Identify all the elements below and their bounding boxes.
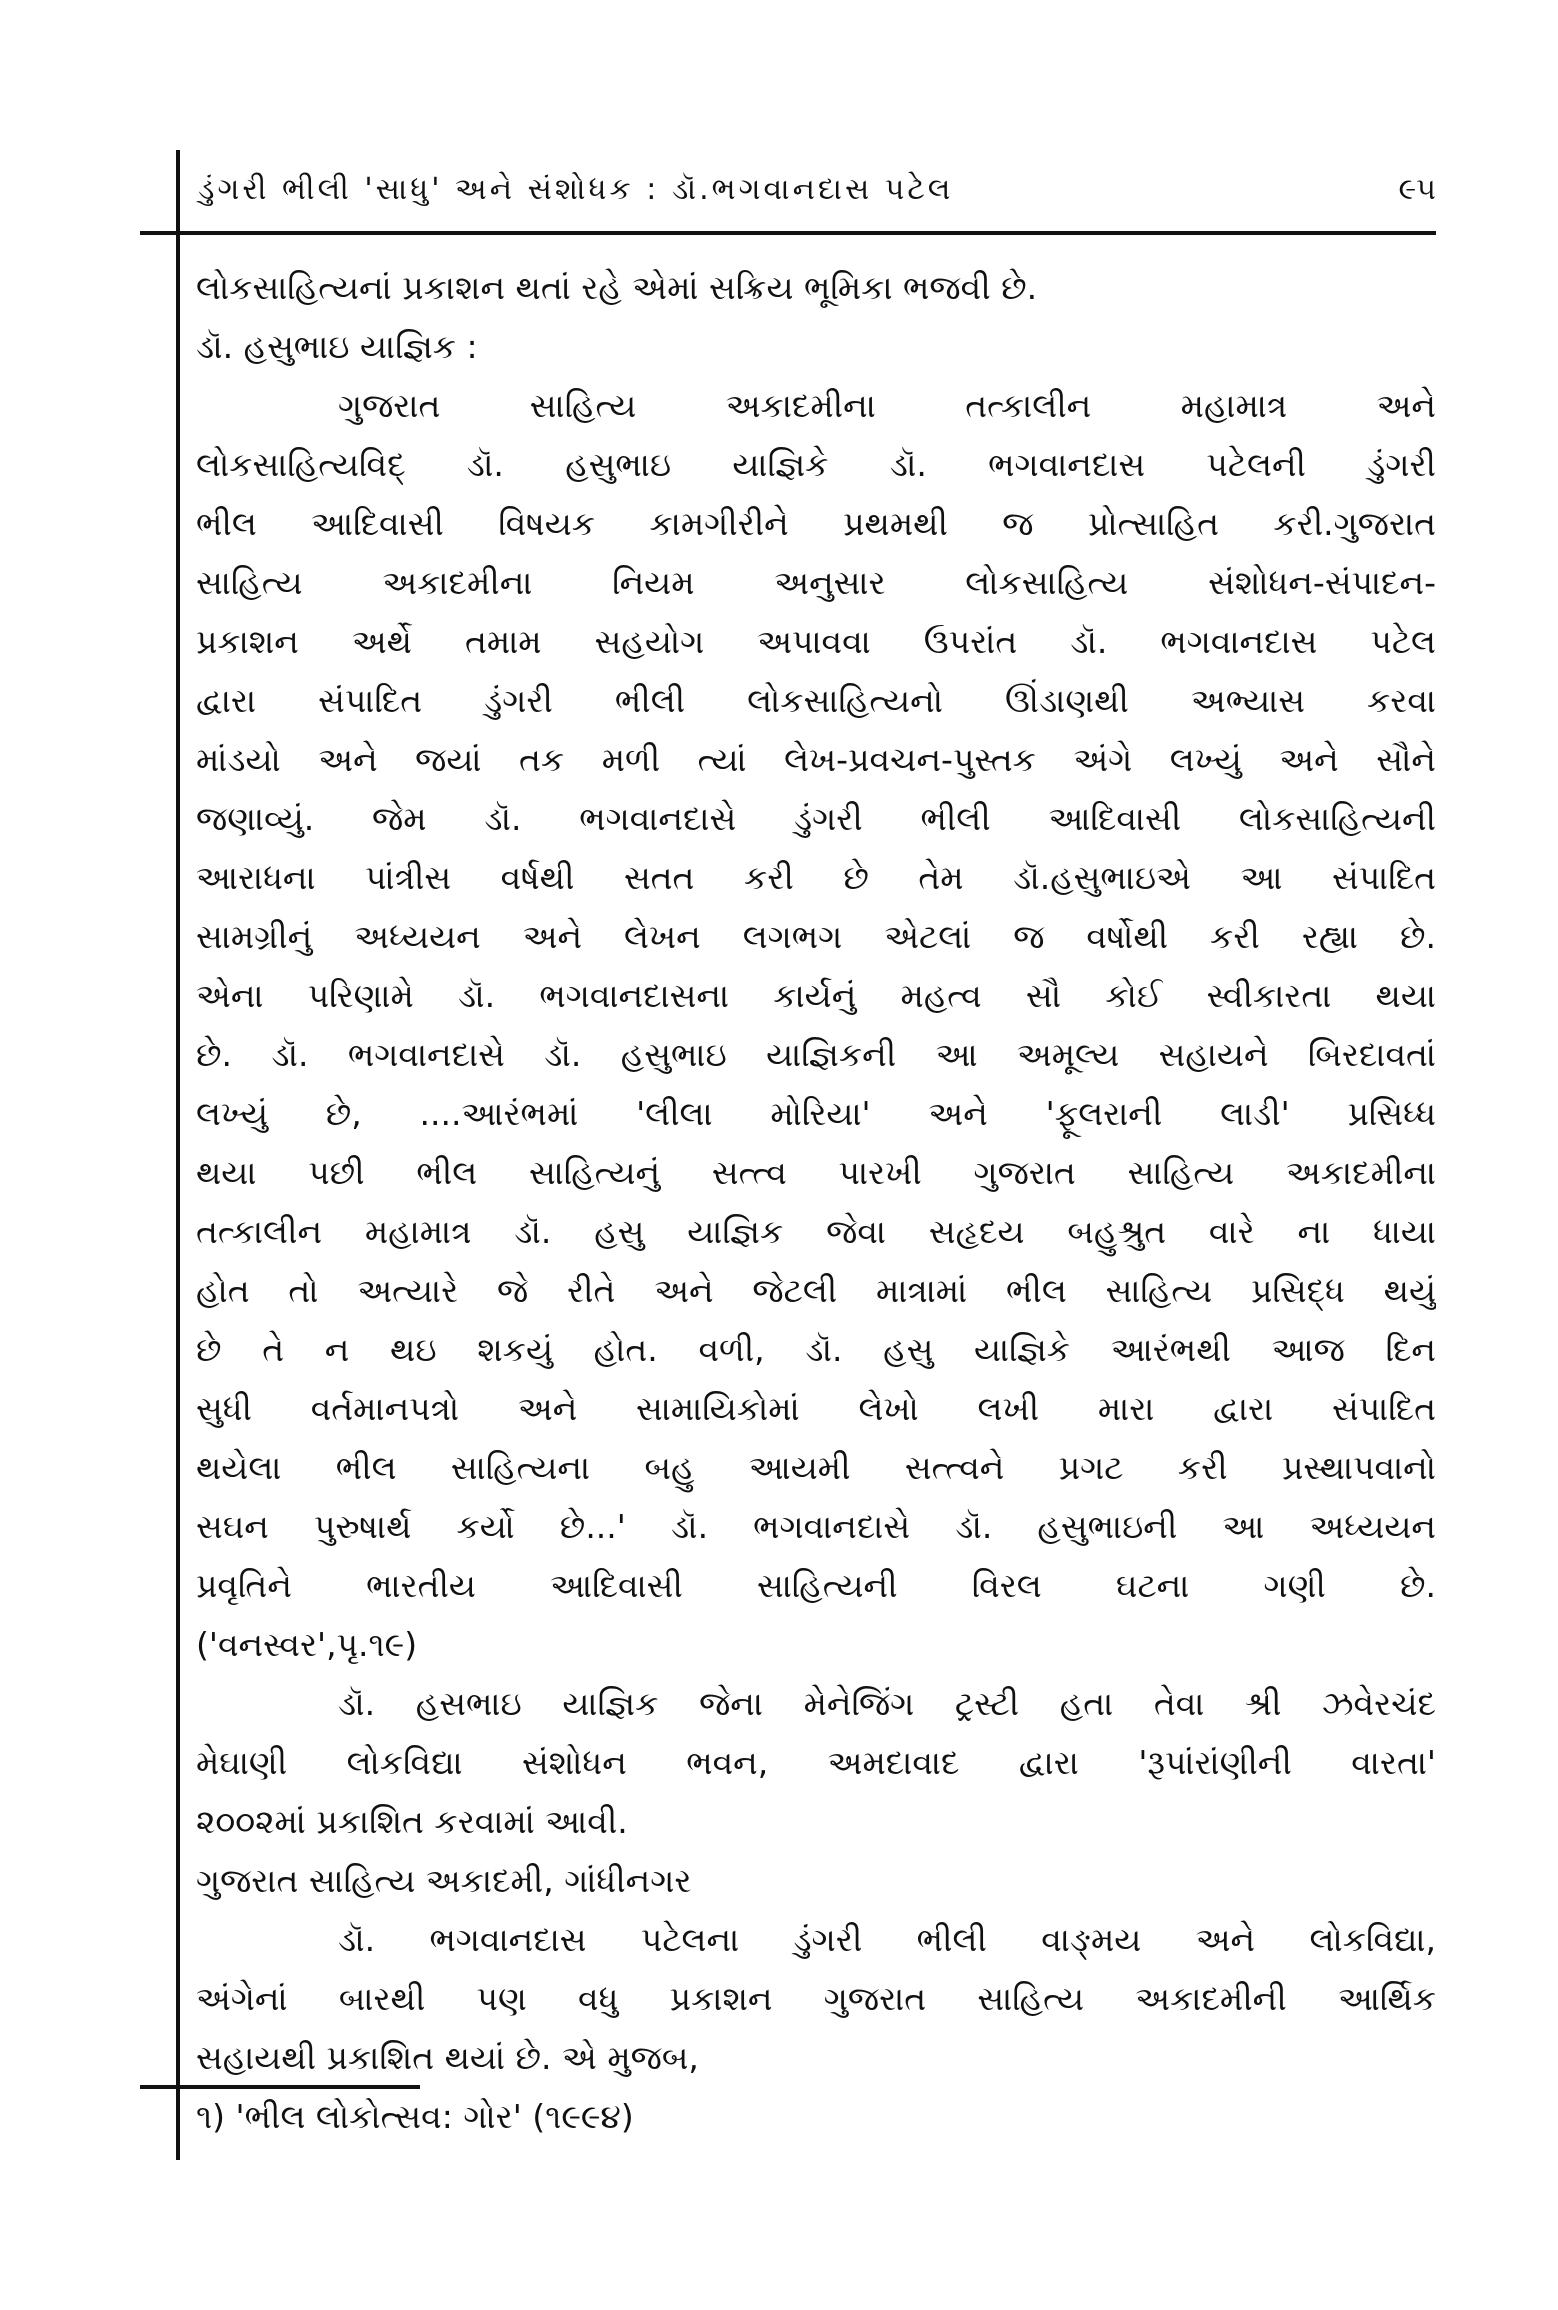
text-line: આરાધના પાંત્રીસ વર્ષથી સતત કરી છે તેમ ડૉ.હસુભાઇએ આ સંપાદિત xyxy=(196,858,1436,897)
text-line: ભીલ આદિવાસી વિષયક કામગીરીને પ્રથમથી જ પ્રોત્સાહિત કરી.ગુજરાત xyxy=(196,504,1436,543)
text-line: સઘન પુરુષાર્થ કર્યો છે...' ડૉ. ભગવાનદાસે ડૉ. હસુભાઇની આ અધ્યયન xyxy=(196,1507,1436,1546)
text-line: દ્વારા સંપાદિત ડુંગરી ભીલી લોકસાહિત્યનો ઊંડાણથી અભ્યાસ કરવા xyxy=(196,681,1436,720)
text-line: ૨૦૦૨માં પ્રકાશિત કરવામાં આવી. xyxy=(196,1802,628,1841)
text-line: પ્રવૃતિને ભારતીય આદિવાસી સાહિત્યની વિરલ ઘટના ગણી છે. xyxy=(196,1566,1436,1605)
paragraph-start-line: ગુજરાત સાહિત્ય અકાદમીના તત્કાલીન મહામાત્ર અને xyxy=(338,386,1436,425)
text-line: એના પરિણામે ડૉ. ભગવાનદાસના કાર્યનું મહત્વ સૌ કોઈ સ્વીકારતા થયા xyxy=(196,976,1436,1015)
section-heading: ગુજરાત સાહિત્ય અકાદમી, ગાંધીનગર xyxy=(196,1861,692,1900)
text-line: હોત તો અત્યારે જે રીતે અને જેટલી માત્રામાં ભીલ સાહિત્ય પ્રસિદ્ધ થયું xyxy=(196,1271,1436,1310)
text-line: સામગ્રીનું અધ્યયન અને લેખન લગભગ એટલાં જ વર્ષોથી કરી રહ્યા છે. xyxy=(196,917,1436,956)
section-heading: ડૉ. હસુભાઇ યાજ્ઞિક : xyxy=(196,327,478,366)
text-line: છે તે ન થઇ શકયું હોત. વળી, ડૉ. હસુ યાજ્ઞિકે આરંભથી આજ દિન xyxy=(196,1330,1436,1369)
text-line: પ્રકાશન અર્થે તમામ સહયોગ અપાવવા ઉપરાંત ડૉ. ભગવાનદાસ પટેલ xyxy=(196,622,1436,661)
running-header xyxy=(198,172,1436,222)
paragraph-start-line: ડૉ. ભગવાનદાસ પટેલના ડુંગરી ભીલી વાઙ્મય અને લોકવિદ્યા, xyxy=(338,1920,1436,1959)
paragraph-start-line: ડૉ. હસભાઇ યાજ્ઞિક જેના મેનેજિંગ ટ્રસ્ટી હતા તેવા શ્રી ઝવેરચંદ xyxy=(338,1684,1436,1723)
text-line: માંડયો અને જયાં તક મળી ત્યાં લેખ-પ્રવચન-પુસ્તક અંગે લખ્યું અને સૌને xyxy=(196,740,1436,779)
text-line: થયા પછી ભીલ સાહિત્યનું સત્ત્વ પારખી ગુજરાત સાહિત્ય અકાદમીના xyxy=(196,1153,1436,1192)
text-line: સહાયથી પ્રકાશિત થયાં છે. એ મુજબ, xyxy=(196,2038,699,2077)
text-line: લોકસાહિત્યનાં પ્રકાશન થતાં રહે એમાં સક્રિય ભૂમિકા ભજવી છે. xyxy=(196,268,1038,307)
vertical-margin-rule xyxy=(176,150,180,2160)
text-line: તત્કાલીન મહામાત્ર ડૉ. હસુ યાજ્ઞિક જેવા સહૃદય બહુશ્રુત વારે ના ધાયા xyxy=(196,1212,1436,1251)
text-line: મેઘાણી લોકવિદ્યા સંશોધન ભવન, અમદાવાદ દ્વારા 'રૂપાંરાંણીની વારતા' xyxy=(196,1743,1436,1782)
text-line: લખ્યું છે, ....આરંભમાં 'લીલા મોરિયા' અને 'ફૂલરાની લાડી' પ્રસિધ્ધ xyxy=(196,1094,1436,1133)
running-title: ડુંગરી ભીલી 'સાધુ' અને સંશોધક : ડૉ.ભગવાનદાસ પટેલ xyxy=(198,172,954,207)
text-line: અંગેનાં બારથી પણ વધુ પ્રકાશન ગુજરાત સાહિત્ય અકાદમીની આર્થિક xyxy=(196,1979,1436,2018)
text-line: છે. ડૉ. ભગવાનદાસે ડૉ. હસુભાઇ યાજ્ઞિકની આ અમૂલ્ય સહાયને બિરદાવતાં xyxy=(196,1035,1436,1074)
text-line: થયેલા ભીલ સાહિત્યના બહુ આયમી સત્ત્વને પ્રગટ કરી પ્રસ્થાપવાનો xyxy=(196,1448,1436,1487)
text-line: સાહિત્ય અકાદમીના નિયમ અનુસાર લોકસાહિત્ય સંશોધન-સંપાદન- xyxy=(196,563,1436,602)
text-line: લોકસાહિત્યવિદ્ ડૉ. હસુભાઇ યાજ્ઞિકે ડૉ. ભગવાનદાસ પટેલની ડુંગરી xyxy=(196,445,1436,484)
text-line: જણાવ્યું. જેમ ડૉ. ભગવાનદાસે ડુંગરી ભીલી આદિવાસી લોકસાહિત્યની xyxy=(196,799,1436,838)
text-line: સુધી વર્તમાનપત્રો અને સામાયિકોમાં લેખો લખી મારા દ્વારા સંપાદિત xyxy=(196,1389,1436,1428)
page-body xyxy=(196,258,1436,2146)
page-number: ૯૫ xyxy=(1398,172,1436,207)
list-item: ૧) 'ભીલ લોકોત્સવ: ગોર' (૧૯૯૪) xyxy=(196,2097,634,2136)
header-rule xyxy=(140,231,1436,235)
citation-line: ('વનસ્વર',પૃ.૧૯) xyxy=(196,1625,418,1664)
